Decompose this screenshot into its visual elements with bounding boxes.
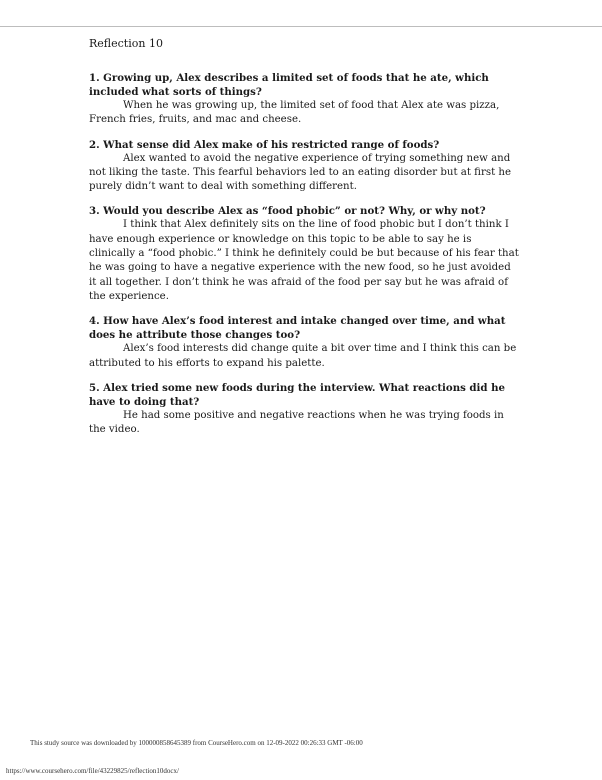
qa-item-2: [89, 138, 519, 195]
page-title: Reflection 10: [89, 37, 163, 50]
qa-item-1: [89, 71, 519, 128]
answer-3: I think that Alex definitely sits on the line of food phobic but I don’t think I have enough experience or knowledge on this topic to be able to say he is clinically a “food phobic.” I think he definitely could be but because of his fear that he was going to have a negative experience with the new food, so he just avoided it all together. I don’t think he was afraid of the food per say but he was afraid of the experience.: [89, 219, 519, 302]
question-4: 4. How have Alex’s food interest and intake changed over time, and what does he attribute those changes too?: [89, 315, 506, 342]
qa-item-3: [89, 204, 519, 304]
question-2: 2. What sense did Alex make of his restricted range of foods?: [89, 138, 440, 151]
answer-4: Alex’s food interests did change quite a bit over time and I think this can be attributed to his efforts to expand his palette.: [89, 343, 517, 369]
question-3: 3. Would you describe Alex as “food phobic” or not? Why, or why not?: [89, 205, 486, 218]
document-body: [89, 71, 519, 447]
source-url[interactable]: https://www.coursehero.com/file/43229825/reflection10docx/: [6, 767, 179, 775]
answer-5: He had some positive and negative reactions when he was trying foods in the video.: [89, 409, 504, 436]
qa-item-5: [89, 381, 519, 438]
question-5: 5. Alex tried some new foods during the interview. What reactions did he have to doing that?: [89, 381, 505, 408]
download-source-note: This study source was downloaded by 100000858645389 from CourseHero.com on 12-09-2022 00:26:33 GMT -06:00: [30, 739, 363, 747]
qa-item-4: [89, 314, 519, 371]
question-1: 1. Growing up, Alex describes a limited set of foods that he ate, which included what sorts of things?: [89, 72, 489, 98]
answer-1: When he was growing up, the limited set of food that Alex ate was pizza, French fries, fruits, and mac and cheese.: [89, 100, 500, 126]
top-divider: [0, 26, 602, 27]
answer-2: Alex wanted to avoid the negative experience of trying something new and not liking the taste. This fearful behaviors led to an eating disorder but at first he purely didn’t want to deal with something different.: [89, 152, 512, 193]
